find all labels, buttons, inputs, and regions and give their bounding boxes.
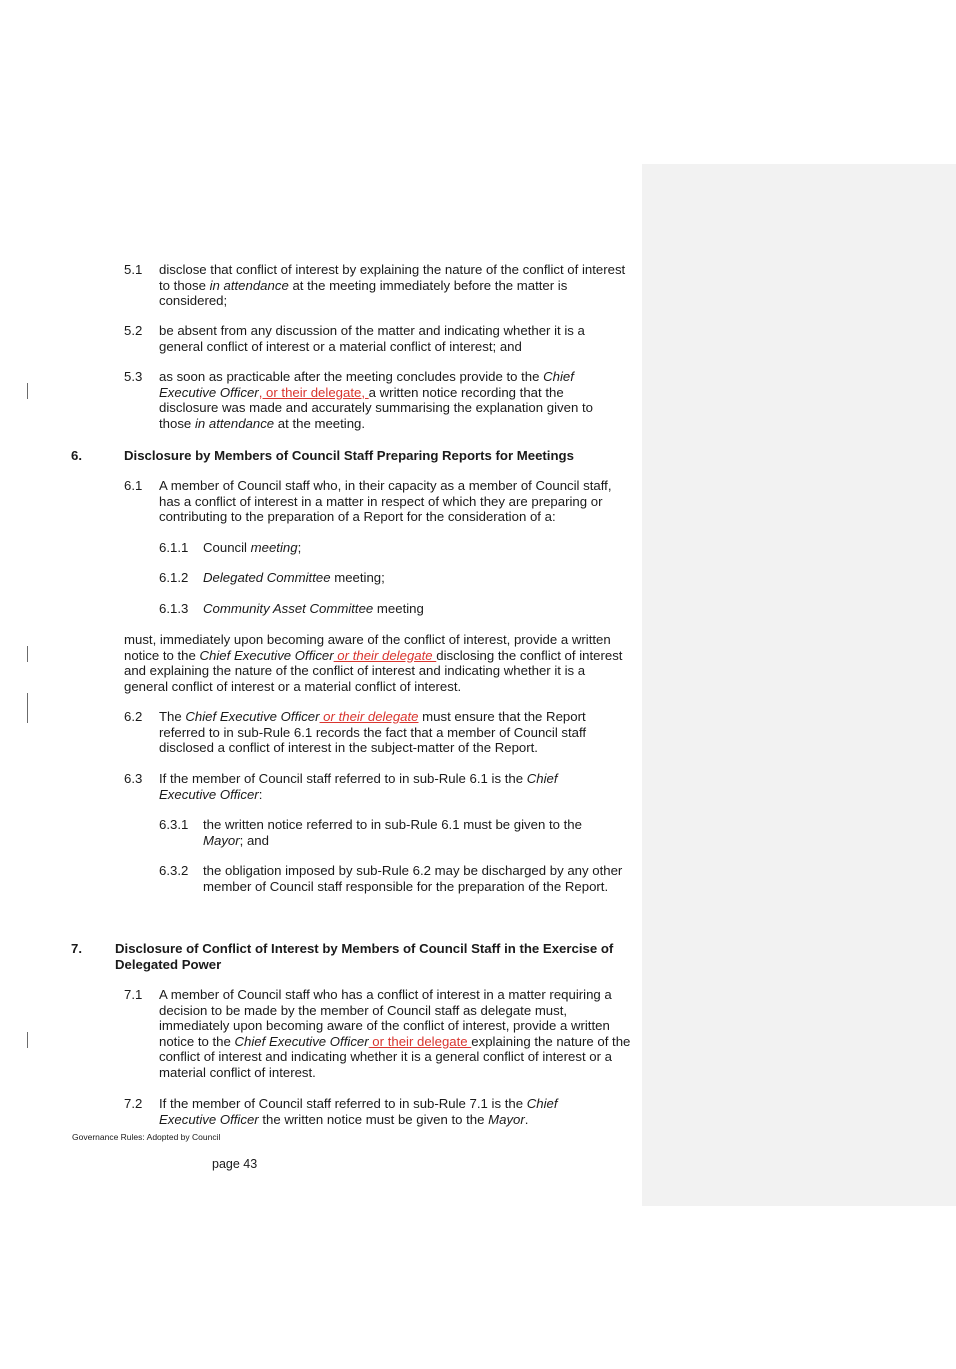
text-run: Mayor — [203, 832, 240, 848]
item-6-1-1-text — [203, 540, 623, 556]
text-run: must, immediately upon becoming aware of the conflict of interest, provide a written notice to the — [124, 632, 611, 663]
text-run: disclosing the conflict of interest and explaining the nature of the conflict of interest and indicating whether it is a general conflict of interest or a material conflict of interest. — [124, 647, 623, 694]
item-number-6-1-1: 6.1.1 — [159, 540, 189, 555]
item-number-5-3: 5.3 — [124, 369, 143, 384]
text-run: If the member of Council staff referred to in sub-Rule 6.1 is the — [159, 771, 527, 786]
text-run: at the meeting immediately before the matter is considered; — [159, 277, 568, 309]
text-run: Community Asset Committee — [203, 601, 374, 616]
item-number-7-2: 7.2 — [124, 1096, 143, 1111]
text-run: Chief Executive Officer — [234, 1033, 369, 1049]
text-run: must ensure that the Report referred to in sub-Rule 6.1 records the fact that a member of Council staff disclosed a conflict of interest in the subject-matter of the Report. — [159, 709, 587, 756]
tracked-insertion: , or their delegate, — [258, 384, 369, 400]
change-bar — [27, 1032, 28, 1048]
text-run: ; — [297, 540, 302, 555]
item-number-6-3-1: 6.3.1 — [159, 817, 189, 832]
tracked-insertion: or their delegate — [319, 709, 419, 724]
text-run: : — [258, 786, 263, 802]
item-5-3-text — [159, 369, 615, 431]
item-5-1-text — [159, 262, 635, 309]
item-6-1-2-text — [203, 570, 623, 586]
item-6-3-2-text — [203, 863, 623, 894]
text-run: Mayor — [488, 1111, 525, 1127]
change-bar — [27, 383, 28, 399]
text-run: explaining the nature of the conflict of interest and indicating whether it is a general conflict of interest or a material conflict of interest. — [159, 1033, 631, 1080]
change-bar — [27, 646, 28, 662]
item-5-2-text — [159, 323, 621, 354]
text-run: Chief Executive Officer — [159, 369, 574, 400]
text-run: the obligation imposed by sub-Rule 6.2 may be discharged by any other member of Council staff responsible for the preparation of the Report. — [203, 863, 623, 894]
text-run: Chief Executive Officer — [159, 771, 558, 802]
section-6-heading: Disclosure by Members of Council Staff Preparing Reports for Meetings — [124, 448, 574, 463]
text-run: be absent from any discussion of the matter and indicating whether it is a general conflict of interest or a material conflict of interest; and — [159, 323, 585, 354]
change-bar — [27, 693, 28, 723]
section-7-heading: Disclosure of Conflict of Interest by Members of Council Staff in the Exercise of Delegated Power — [115, 941, 614, 972]
text-run: at the meeting. — [274, 415, 366, 431]
section-number-6: 6. — [71, 448, 82, 463]
item-number-5-2: 5.2 — [124, 323, 143, 338]
item-7-1-text — [159, 987, 635, 1081]
item-number-7-1: 7.1 — [124, 987, 143, 1002]
text-run: in attendance — [209, 277, 289, 293]
text-run: disclose that conflict of interest by explaining the nature of the conflict of interest to those — [159, 262, 626, 293]
text-run: Delegated Committee — [203, 570, 331, 585]
item-number-5-1: 5.1 — [124, 262, 143, 277]
tracked-insertion: or their delegate — [368, 1033, 472, 1049]
item-6-1-3-text — [203, 601, 623, 617]
item-6-2-text — [159, 709, 619, 756]
item-number-6-2: 6.2 — [124, 709, 143, 724]
item-number-6-1: 6.1 — [124, 478, 143, 493]
item-number-6-3-2: 6.3.2 — [159, 863, 189, 878]
footer-text: Governance Rules: Adopted by Council — [72, 1132, 221, 1142]
item-number-6-1-2: 6.1.2 — [159, 570, 189, 585]
item-number-6-3: 6.3 — [124, 771, 143, 786]
item-6-3-1-text — [203, 817, 613, 848]
text-run: ; and — [239, 832, 269, 848]
text-run: meeting — [250, 540, 298, 555]
section-6-continuation — [124, 632, 631, 694]
item-6-1-text — [159, 478, 635, 525]
text-run: Chief Executive Officer — [199, 647, 334, 663]
text-run: Council — [203, 540, 251, 555]
page-number: page 43 — [212, 1157, 258, 1171]
text-run: in attendance — [194, 415, 275, 431]
text-run: the written notice referred to in sub-Rule 6.1 must be given to the — [203, 817, 582, 832]
text-run: the written notice must be given to the — [258, 1111, 489, 1127]
text-run: The — [159, 709, 186, 724]
text-run: A member of Council staff who, in their capacity as a member of Council staff, has a conflict of interest in a matter in respect of which they are preparing or contributing to the preparation of a Report for the consideration of a: — [159, 478, 612, 525]
text-run: a written notice recording that the disclosure was made and accurately summarising the explanation given to those — [159, 384, 593, 431]
comment-pane — [642, 164, 956, 1206]
tracked-insertion: or their delegate — [333, 647, 437, 663]
text-run: as soon as practicable after the meeting concludes provide to the — [159, 369, 544, 384]
text-run: . — [524, 1111, 529, 1127]
text-run: If the member of Council staff referred to in sub-Rule 7.1 is the — [159, 1096, 527, 1111]
text-run: meeting; — [330, 570, 385, 585]
text-run: Chief Executive Officer — [159, 1096, 558, 1127]
text-run: A member of Council staff who has a conflict of interest in a matter requiring a decision to be made by the member of Council staff as delegate must, immediately upon becoming aware of the conflict of interest, provide a written notice to the — [159, 987, 612, 1049]
item-7-2-text — [159, 1096, 599, 1127]
item-6-3-text — [159, 771, 599, 802]
item-number-6-1-3: 6.1.3 — [159, 601, 189, 616]
section-number-7: 7. — [71, 941, 82, 956]
text-run: meeting — [373, 601, 424, 616]
text-run: Chief Executive Officer — [185, 709, 320, 724]
